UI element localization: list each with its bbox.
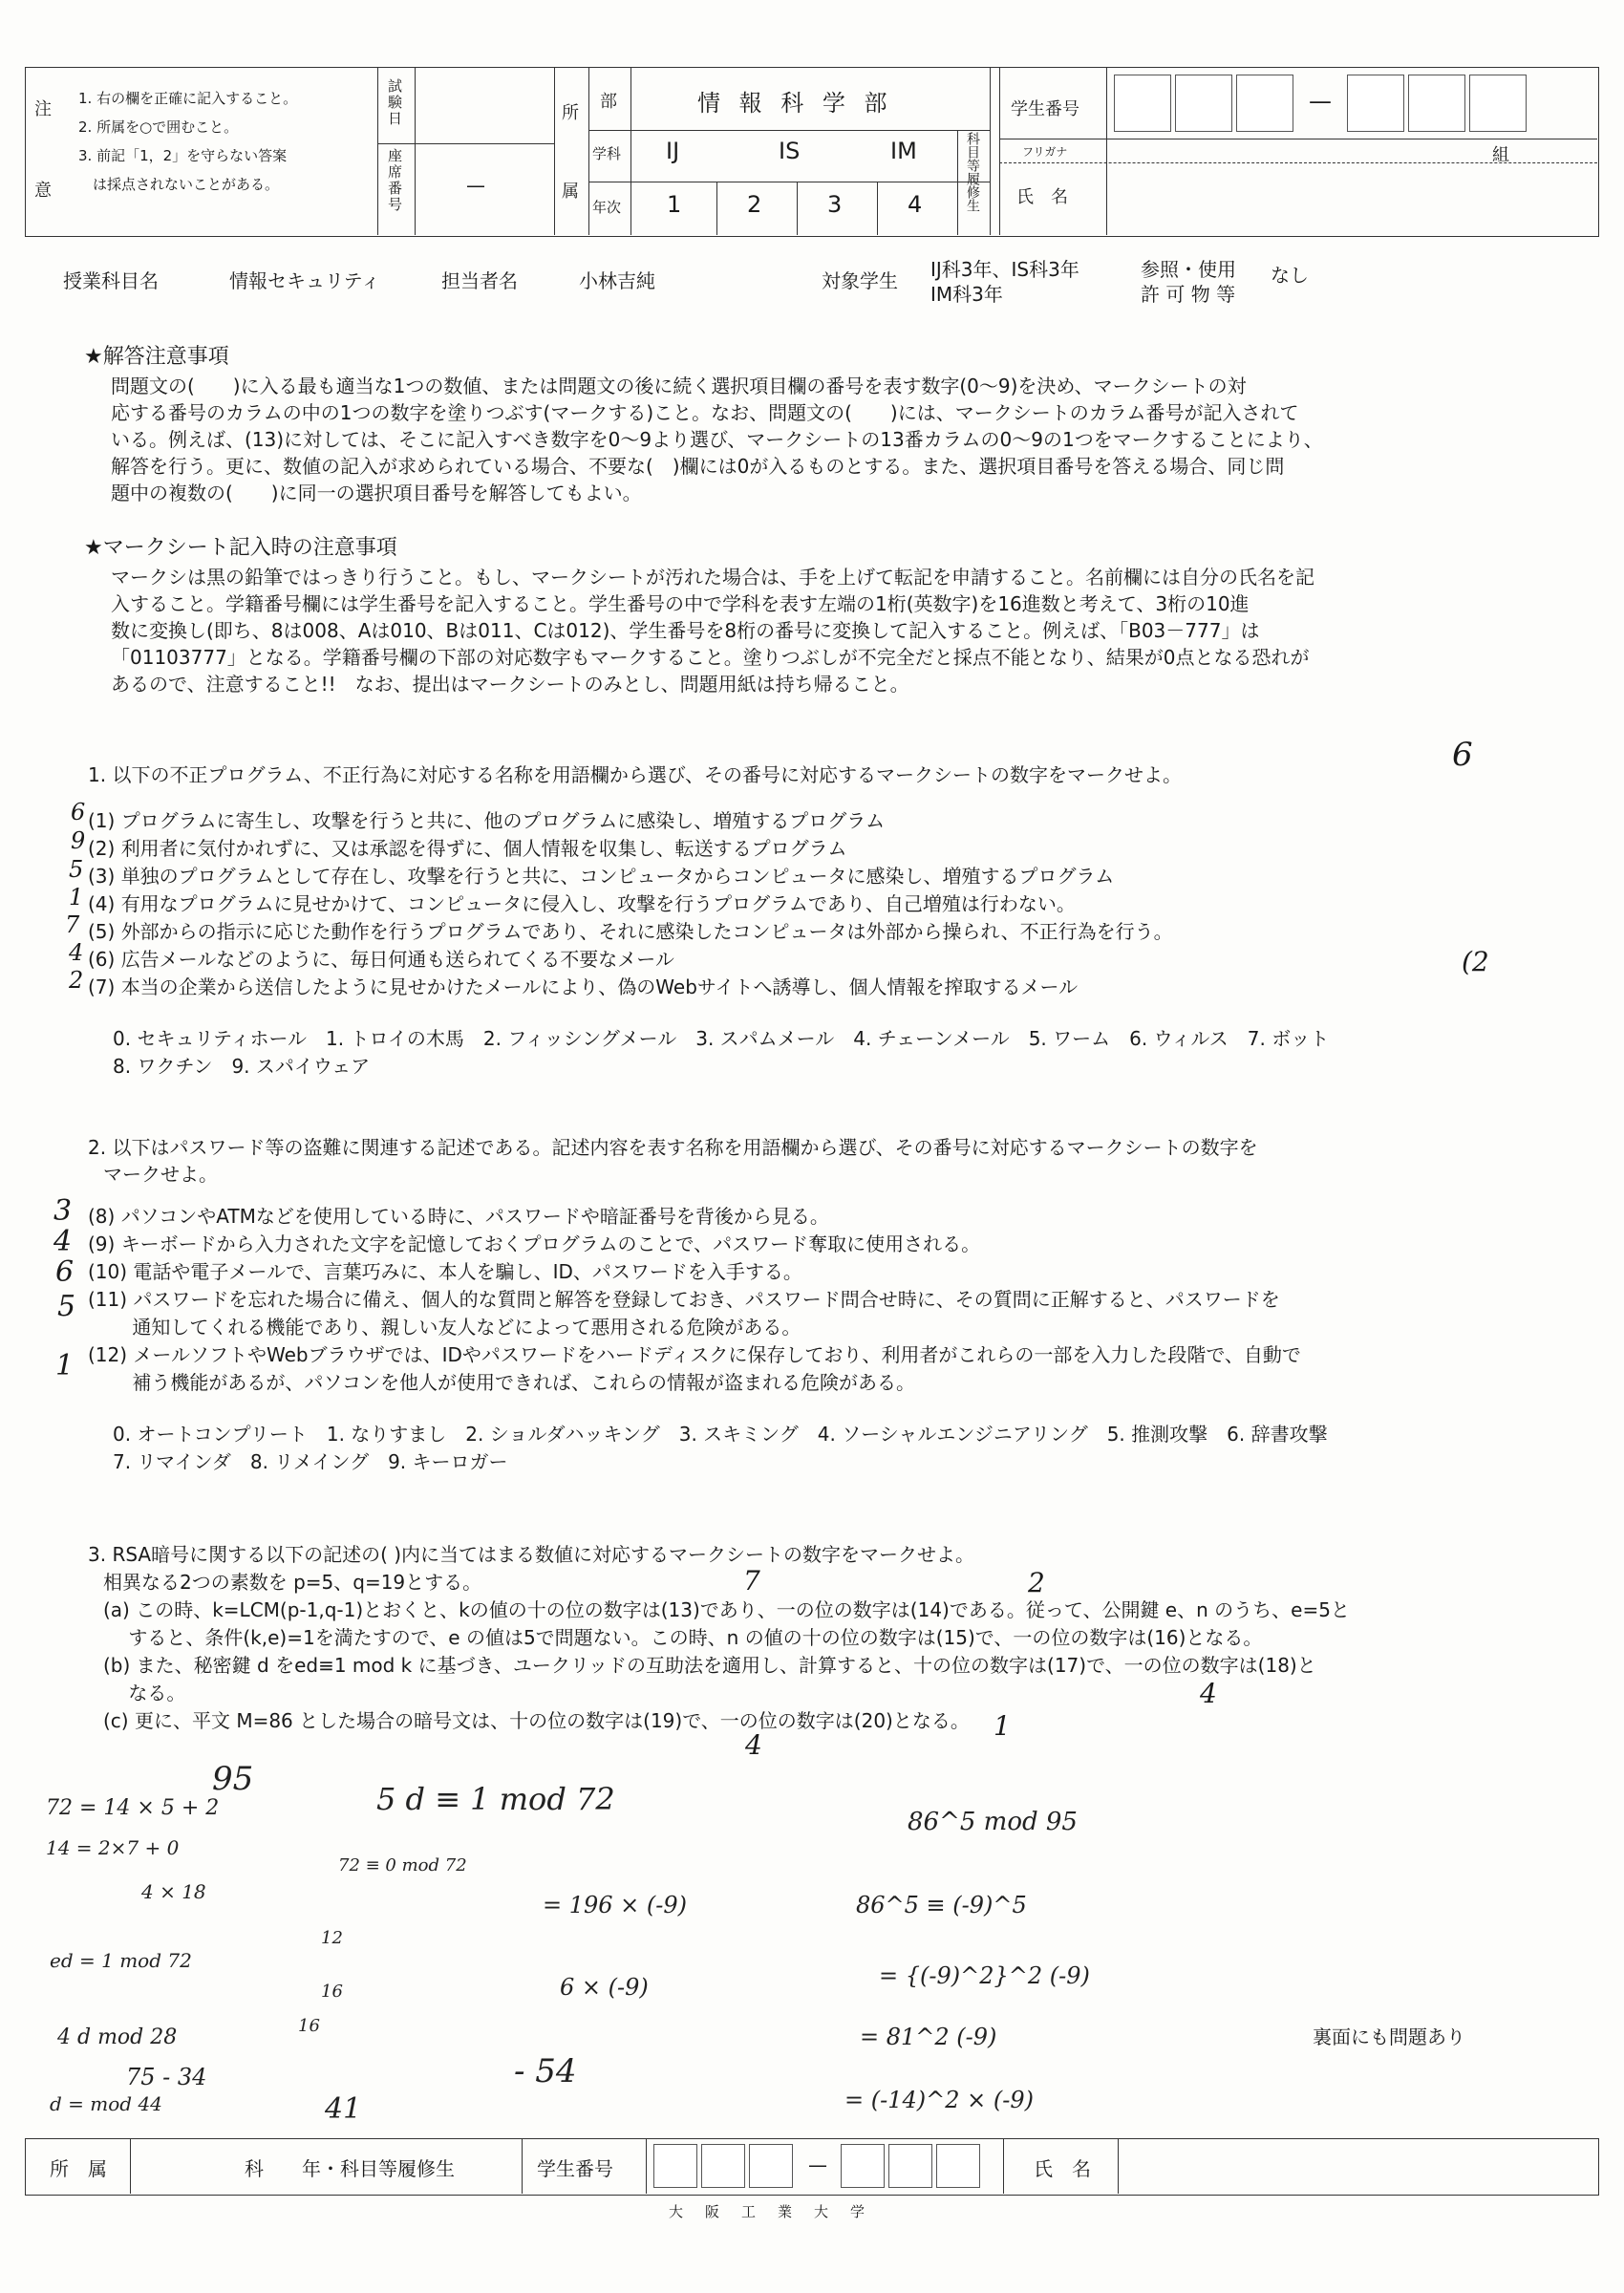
q2-item: (9) キーボードから入力された文字を記憶しておくプログラムのことで、パスワード奪取に使用される。 [88, 1232, 981, 1255]
q2-options: 0. オートコンプリート 1. なりすまし 2. ショルダハッキング 3. スキミング 4. ソーシャルエンジニアリング 5. 推測攻撃 6. 辞書攻撃 [113, 1423, 1328, 1446]
q2-options: 7. リマインダ 8. リメイング 9. キーロガー [113, 1450, 508, 1473]
affil-label: 所 [562, 103, 579, 123]
hand-answer: 1 [55, 1349, 75, 1382]
hand-answer: 2 [69, 967, 84, 994]
scratch-note: 95 [212, 1760, 254, 1798]
furigana-label: フリガナ [1022, 145, 1068, 159]
answer-instructions-title: ★解答注意事項 [84, 345, 229, 369]
footer-name-field[interactable] [1123, 2142, 1592, 2190]
notes-line: 1. 右の欄を正確に記入すること。 [78, 90, 298, 107]
instruction-line: 応する番号のカラムの中の1つの数字を塗りつぶす(マークする)こと。なお、問題文の( )には、マークシートのカラム番号が記入されて [111, 401, 1299, 424]
hand-answer: 6 [71, 799, 86, 825]
q1-item: (1) プログラムに寄生し、攻撃を行うと共に、他のプログラムに感染し、増殖するプログラム [88, 809, 886, 832]
student-no-box[interactable] [1408, 75, 1465, 132]
q3-line: 相異なる2つの素数を p=5、q=19とする。 [103, 1571, 482, 1594]
ref-label: 許 可 物 等 [1141, 283, 1236, 306]
name-field[interactable] [1108, 164, 1593, 231]
teacher-name: 小林吉純 [579, 269, 655, 292]
student-no-box[interactable] [1236, 75, 1293, 132]
hand-answer: 4 [69, 939, 84, 966]
hand-answer: 3 [53, 1194, 73, 1228]
scratch-note: 4 d mod 28 [57, 2025, 178, 2049]
target-value: IJ科3年、IS科3年 [930, 258, 1079, 281]
instruction-line: マークシは黒の鉛筆ではっきり行うこと。もし、マークシートが汚れた場合は、手を上げて転記を申請すること。名前欄には自分の氏名を記 [111, 566, 1314, 589]
student-no-box[interactable] [1175, 75, 1232, 132]
instruction-line: 問題文の( )に入る最も適当な1つの数値、または問題文の後に続く選択項目欄の番号を表す数字(0～9)を決め、マークシートの対 [111, 375, 1247, 397]
q2-item: (10) 電話や電子メールで、言葉巧みに、本人を騙し、ID、パスワードを入手する。 [88, 1260, 802, 1283]
year-label: 年次 [592, 199, 622, 216]
footer-student-no-box[interactable] [936, 2144, 980, 2188]
sheet-instructions-title: ★マークシート記入時の注意事項 [84, 536, 397, 560]
instruction-line: あるので、注意すること!! なお、提出はマークシートのみとし、問題用紙は持ち帰ること。 [111, 673, 909, 696]
scratch-note: 16 [298, 2016, 320, 2036]
university-name: 大 阪 工 業 大 学 [669, 2203, 869, 2220]
footer-dept-text: 科 年・科目等履修生 [245, 2157, 455, 2180]
notes-line: 3. 前記「1，2」を守らない答案 [78, 147, 288, 164]
footer-student-no-box[interactable] [841, 2144, 885, 2188]
course-label: 学科 [592, 145, 622, 162]
q3-line: すると、条件(k,e)=1を満たすので、e の値は5で問題ない。この時、n の値の十の位の数字は(15)で、一の位の数字は(16)となる。 [103, 1626, 1263, 1649]
q1-item: (2) 利用者に気付かれずに、又は承認を得ずに、個人情報を収集し、転送するプログラム [88, 837, 847, 860]
footer-student-no-box[interactable] [749, 2144, 793, 2188]
scratch-note: d = mod 44 [50, 2092, 162, 2115]
notes-line: 2. 所属を○で囲むこと。 [78, 118, 239, 136]
year-4[interactable]: 4 [908, 191, 923, 218]
class-label: 組 [1492, 145, 1509, 165]
q1-item: (5) 外部からの指示に応じた動作を行うプログラムであり、それに感染したコンピュータは外部から操られ、不正行為を行う。 [88, 920, 1173, 943]
exam-date-label: 試験日 [386, 78, 403, 127]
instruction-line: 解答を行う。更に、数値の記入が求められている場合、不要な( )欄には0が入るものとする。また、選択項目番号を答える場合、同じ問 [111, 455, 1285, 478]
q1-item: (3) 単独のプログラムとして存在し、攻撃を行うと共に、コンピュータからコンピュータに感染し、増殖するプログラム [88, 865, 1115, 888]
hand-answer: 7 [65, 911, 80, 938]
student-no-box[interactable] [1469, 75, 1527, 132]
footer-student-no-label: 学生番号 [537, 2157, 613, 2180]
footer-affil-label: 所 属 [50, 2157, 107, 2180]
hand-answer: 1 [994, 1710, 1011, 1742]
teacher-label: 担当者名 [441, 269, 518, 292]
footer-name-label: 氏 名 [1034, 2157, 1091, 2180]
continue-note: 裏面にも問題あり [1313, 2025, 1465, 2048]
ref-label: 参照・使用 [1141, 258, 1236, 281]
q1-options: 0. セキュリティホール 1. トロイの木馬 2. フィッシングメール 3. スパムメール 4. チェーンメール 5. ワーム 6. ウィルス 7. ボット [113, 1027, 1330, 1050]
q2-item: (11) パスワードを忘れた場合に備え、個人的な質問と解答を登録しておき、パスワード問合せ時に、その質問に正解すると、パスワードを [88, 1288, 1280, 1311]
hand-answer: 7 [743, 1565, 760, 1597]
scratch-note: 41 [325, 2092, 362, 2126]
notes-label: 注 [34, 99, 52, 119]
target-label: 対象学生 [822, 269, 898, 292]
footer-student-no-box[interactable] [888, 2144, 932, 2188]
scratch-note: 72 = 14 × 5 + 2 [46, 1796, 220, 1820]
q2-item: (8) パソコンやATMなどを使用している時に、パスワードや暗証番号を背後から見る。 [88, 1205, 829, 1228]
hand-answer: 5 [57, 1290, 76, 1323]
year-3[interactable]: 3 [827, 191, 843, 218]
scratch-note: 75 - 34 [126, 2064, 207, 2090]
hand-answer: 1 [69, 884, 84, 911]
q2-item: 補う機能があるが、パソコンを他人が使用できれば、これらの情報が盗まれる危険がある。 [88, 1371, 915, 1394]
instruction-line: 入すること。学籍番号欄には学生番号を記入すること。学生番号の中で学科を表す左端の1桁(英数字)を16進数と考えて、3桁の10進 [111, 592, 1250, 615]
instruction-line: いる。例えば、(13)に対しては、そこに記入すべき数字を0～9より選び、マークシートの13番カラムの0～9の1つをマークすることにより、 [111, 428, 1323, 451]
year-2[interactable]: 2 [747, 191, 762, 218]
q3-line: なる。 [103, 1682, 186, 1704]
seat-label: 座席番号 [386, 148, 403, 213]
year-1[interactable]: 1 [667, 191, 682, 218]
hand-answer: 4 [745, 1729, 762, 1761]
student-no-label: 学生番号 [1011, 99, 1079, 119]
instruction-line: 数に変換し(即ち、8は008、Aは010、Bは011、Cは012)、学生番号を8桁の番号に変換して記入すること。例えば、「B03－777」は [111, 619, 1260, 642]
q2-stem: マークせよ。 [103, 1163, 218, 1186]
ref-value: なし [1271, 264, 1309, 287]
q1-stem: 1. 以下の不正プログラム、不正行為に対応する名称を用語欄から選び、その番号に対応するマークシートの数字をマークせよ。 [88, 763, 1183, 786]
hand-answer: 9 [71, 827, 86, 854]
dept-value: 情 報 科 学 部 [697, 90, 893, 117]
scratch-note: 6 × (-9) [560, 1974, 649, 2001]
hand-answer: 2 [1028, 1567, 1045, 1598]
scratch-note: 72 ≡ 0 mod 72 [338, 1855, 467, 1875]
scratch-note: = 81^2 (-9) [860, 2024, 997, 2050]
scratch-note: - 54 [514, 2052, 577, 2090]
scratch-note: 86^5 ≡ (-9)^5 [856, 1892, 1027, 1918]
instruction-line: 題中の複数の( )に同一の選択項目番号を解答してもよい。 [111, 482, 642, 504]
instruction-line: 「01103777」となる。学籍番号欄の下部の対応数字もマークすること。塗りつぶしが不完全だと採点不能となり、結果が0点となる恐れが [111, 646, 1310, 669]
notes-label-2: 意 [34, 181, 52, 201]
q3-line: (a) この時、k=LCM(p-1,q-1)とおくと、kの値の十の位の数字は(13)であり、一の位の数字は(14)である。従って、公開鍵 e、n のうち、e=5と [103, 1598, 1350, 1621]
scratch-note: = (-14)^2 × (-9) [844, 2087, 1034, 2113]
notes-line: は採点されないことがある。 [78, 176, 280, 193]
q3-line: (b) また、秘密鍵 d をed≡1 mod k に基づき、ユークリッドの互助法を適用し、計算すると、十の位の数字は(17)で、一の位の数字は(18)と [103, 1654, 1316, 1677]
q1-item: (4) 有用なプログラムに見せかけて、コンピュータに侵入し、攻撃を行うプログラムであり、自己増殖は行わない。 [88, 892, 1076, 915]
hand-answer: 4 [1200, 1678, 1217, 1709]
name-label: 氏 名 [1016, 187, 1068, 207]
affil-label-2: 属 [562, 182, 579, 202]
scratch-note: 86^5 mod 95 [908, 1808, 1078, 1836]
student-no-dash: — [1309, 88, 1332, 115]
score-mark: (2 [1462, 946, 1489, 977]
footer-student-no-box[interactable] [701, 2144, 745, 2188]
q2-item: 通知してくれる機能であり、親しい友人などによって悪用される危険がある。 [88, 1316, 801, 1339]
scratch-note: = 196 × (-9) [543, 1892, 688, 1918]
q2-stem: 2. 以下はパスワード等の盗難に関連する記述である。記述内容を表す名称を用語欄から選び、その番号に対応するマークシートの数字を [88, 1136, 1258, 1159]
scratch-note: 4 × 18 [141, 1880, 206, 1903]
q1-options: 8. ワクチン 9. スパイウェア [113, 1055, 371, 1078]
scratch-note: = {(-9)^2}^2 (-9) [879, 1962, 1090, 1989]
hand-answer: 5 [69, 856, 84, 883]
footer-student-no-box[interactable] [653, 2144, 697, 2188]
subject-label: 授業科目名 [63, 269, 159, 292]
q2-item: (12) メールソフトやWebブラウザでは、IDやパスワードをハードディスクに保存しており、利用者がこれらの一部を入力した段階で、自動で [88, 1343, 1301, 1366]
scratch-note: 12 [321, 1928, 343, 1948]
q3-line: (c) 更に、平文 M=86 とした場合の暗号文は、十の位の数字は(19)で、一の位の数字は(20)となる。 [103, 1709, 970, 1732]
course-ij[interactable]: IJ [666, 138, 680, 164]
seat-value: — [466, 174, 485, 197]
score-mark: 6 [1452, 736, 1473, 774]
q1-item: (6) 広告メールなどのように、毎日何通も送られてくる不要なメール [88, 948, 674, 971]
hand-answer: 4 [53, 1225, 73, 1258]
scratch-note: 16 [321, 1982, 343, 2002]
scratch-note: 14 = 2×7 + 0 [46, 1836, 180, 1859]
q1-item: (7) 本当の企業から送信したように見せかけたメールにより、偽のWebサイトへ誘導し、個人情報を搾取するメール [88, 975, 1079, 998]
scratch-note: ed = 1 mod 72 [50, 1949, 192, 1972]
hand-answer: 6 [55, 1255, 75, 1289]
course-im[interactable]: IM [890, 138, 917, 164]
subject-name: 情報セキュリティ [229, 269, 380, 292]
dept-label: 部 [600, 92, 617, 112]
target-value: IM科3年 [930, 283, 1003, 306]
footer-dash: — [808, 2154, 827, 2176]
course-is[interactable]: IS [779, 138, 801, 164]
student-no-box[interactable] [1114, 75, 1171, 132]
subject-label: 科目等履修生 [965, 132, 980, 212]
student-no-box[interactable] [1347, 75, 1404, 132]
scratch-note: 5 d ≡ 1 mod 72 [376, 1781, 615, 1817]
q3-stem: 3. RSA暗号に関する以下の記述の( )内に当てはまる数値に対応するマークシートの数字をマークせよ。 [88, 1543, 975, 1566]
